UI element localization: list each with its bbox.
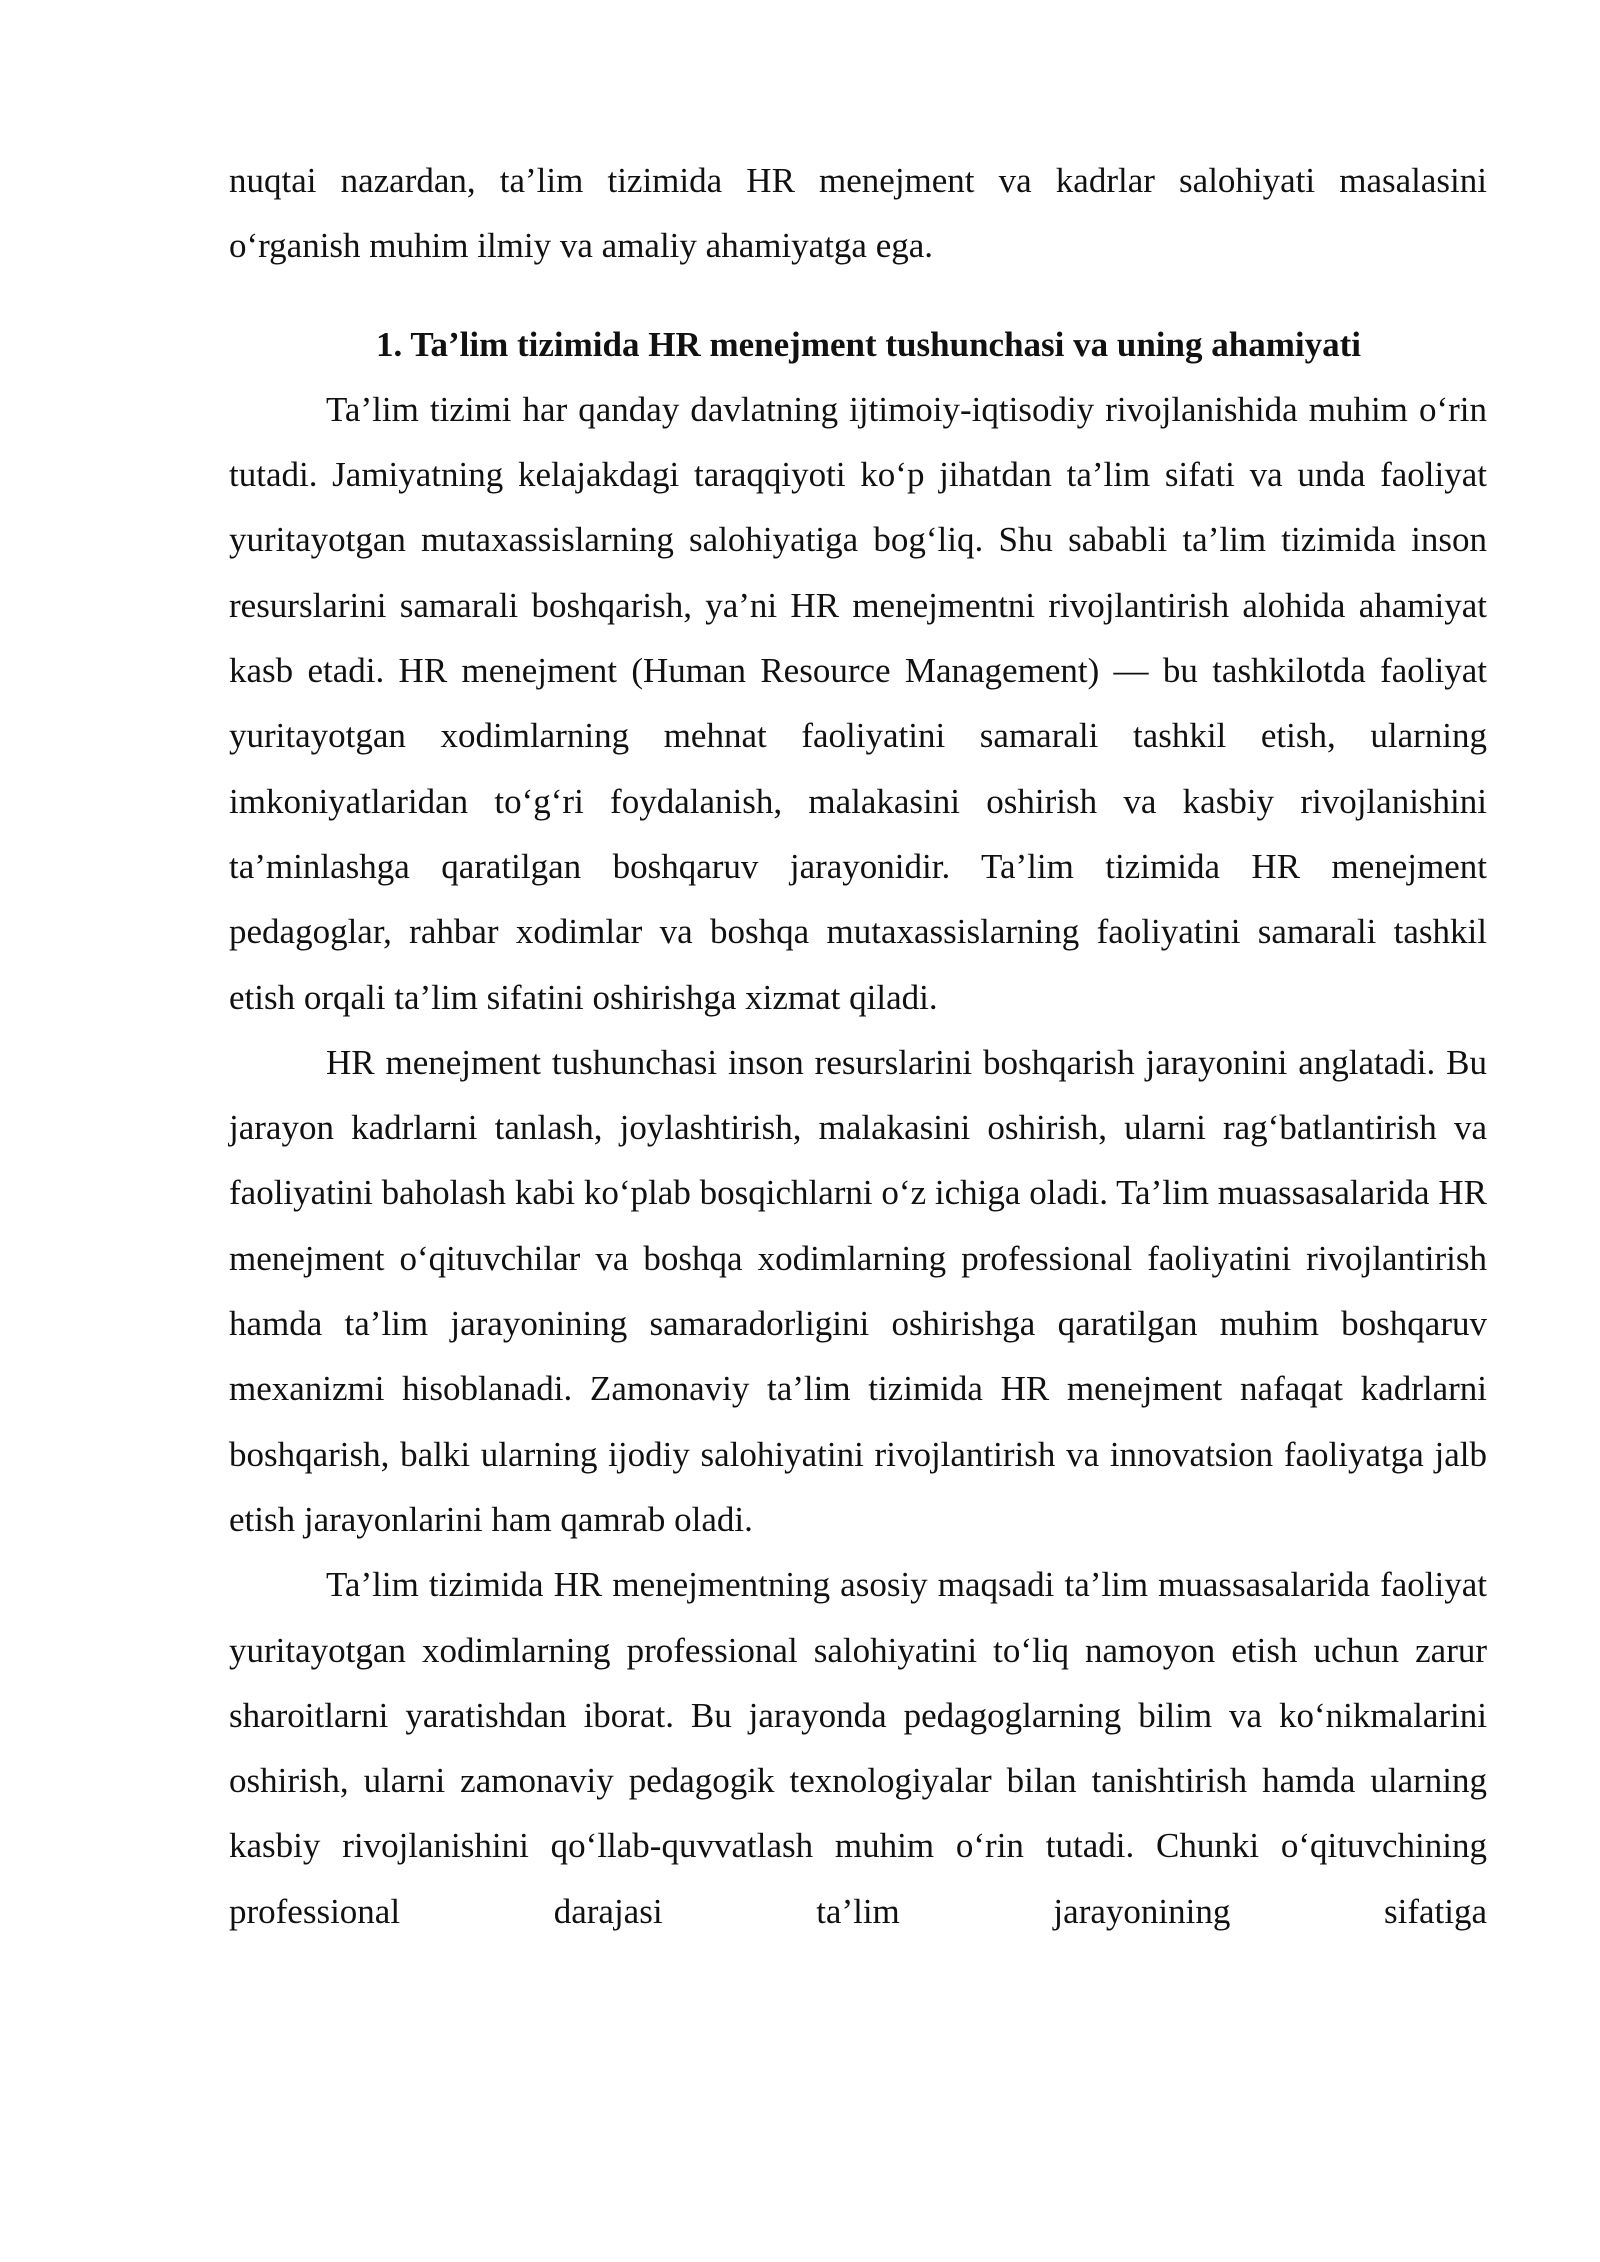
document-page [229,148,1487,1944]
section-heading: 1. Ta’lim tizimida HR menejment tushunchasi va uning ahamiyati [376,324,1361,364]
intro-paragraph: nuqtai nazardan, ta’lim tizimida HR menejment va kadrlar salohiyati masalasini o‘rganish muhim ilmiy va amaliy ahamiyatga ega. [229,161,1487,266]
body-paragraph-3: Ta’lim tizimida HR menejmentning asosiy maqsadi ta’lim muassasalarida faoliyat yuritayotgan xodimlarning professional salohiyatini to‘liq namoyon etish uchun zarur sharoitlarni yaratishdan iborat. Bu jarayonda pedagoglarning bilim va ko‘nikmalarini oshirish, ularni zamonaviy pedagogik texnologiyalar bilan tanishtirish hamda ularning kasbiy rivojlanishini qo‘llab-quvvatlash muhim o‘rin tutadi. Chunki o‘qituvchining professional darajasi ta’lim jarayonining sifatiga [229,1565,1487,1931]
body-paragraph-1: Ta’lim tizimi har qanday davlatning ijtimoiy-iqtisodiy rivojlanishida muhim o‘rin tutadi. Jamiyatning kelajakdagi taraqqiyoti ko‘p jihatdan ta’lim sifati va unda faoliyat yuritayotgan mutaxassislarning salohiyatiga bog‘liq. Shu sababli ta’lim tizimida inson resurslarini samarali boshqarish, ya’ni HR menejmentni rivojlantirish alohida ahamiyat kasb etadi. HR menejment (Human Resource Management) — bu tashkilotda faoliyat yuritayotgan xodimlarning mehnat faoliyatini samarali tashkil etish, ularning imkoniyatlaridan to‘g‘ri foydalanish, malakasini oshirish va kasbiy rivojlanishini ta’minlashga qaratilgan boshqaruv jarayonidir. Ta’lim tizimida HR menejment pedagoglar, rahbar xodimlar va boshqa mutaxassislarning faoliyatini samarali tashkil etish orqali ta’lim sifatini oshirishga xizmat qiladi. [229,389,1487,1017]
body-paragraph-2: HR menejment tushunchasi inson resurslarini boshqarish jarayonini anglatadi. Bu jarayon kadrlarni tanlash, joylashtirish, malakasini oshirish, ularni rag‘batlantirish va faoliyatini baholash kabi ko‘plab bosqichlarni o‘z ichiga oladi. Ta’lim muassasalarida HR menejment o‘qituvchilar va boshqa xodimlarning professional faoliyatini rivojlantirish hamda ta’lim jarayonining samaradorligini oshirishga qaratilgan muhim boshqaruv mexanizmi hisoblanadi. Zamonaviy ta’lim tizimida HR menejment nafaqat kadrlarni boshqarish, balki ularning ijodiy salohiyatini rivojlantirish va innovatsion faoliyatga jalb etish jarayonlarini ham qamrab oladi. [229,1042,1487,1539]
